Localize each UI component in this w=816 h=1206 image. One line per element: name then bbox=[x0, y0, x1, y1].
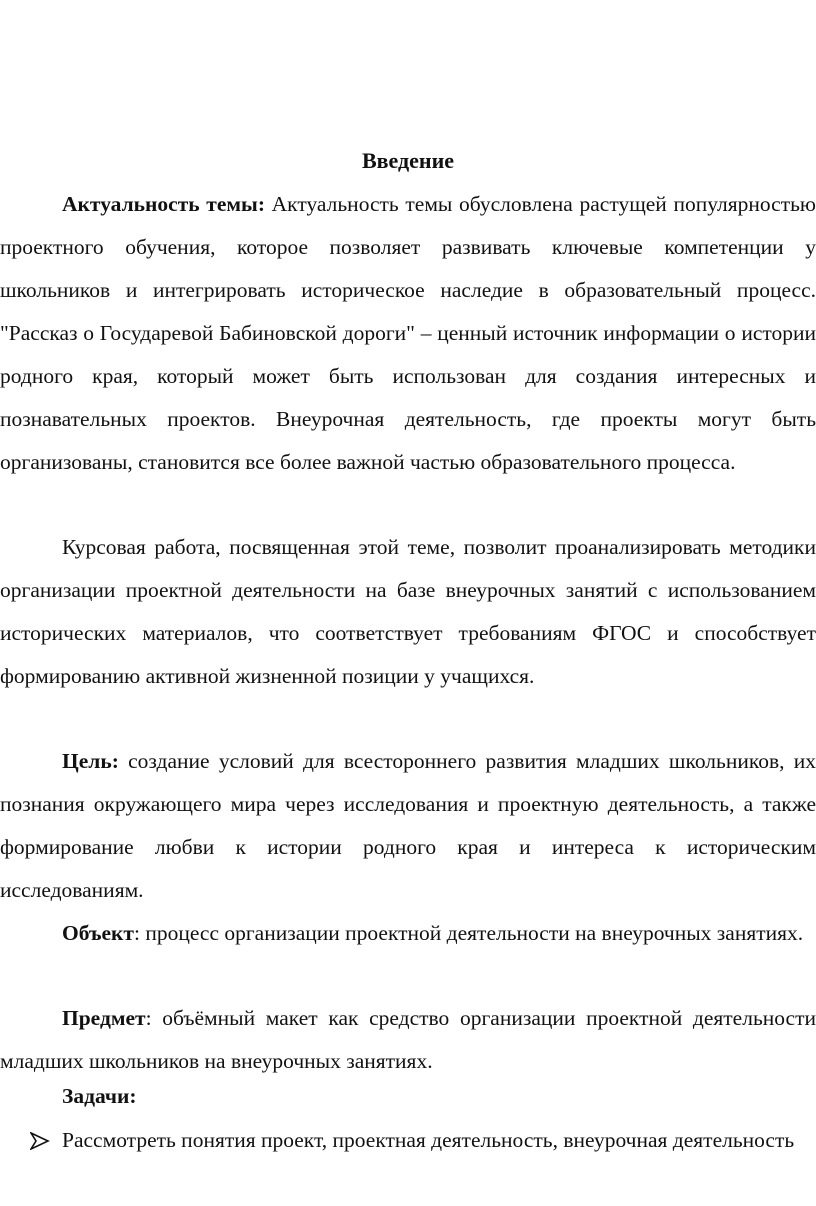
goal-label: Цель: bbox=[62, 749, 119, 773]
document-title: Введение bbox=[361, 148, 455, 173]
relevance-paragraph bbox=[0, 183, 816, 484]
subject-text: : объёмный макет как средство организации проектной деятельности младших школьников на внеурочных занятиях. bbox=[0, 1006, 816, 1073]
goal-paragraph bbox=[0, 740, 816, 912]
subject-label: Предмет bbox=[62, 1006, 146, 1030]
relevance-text: Актуальность темы обусловлена растущей популярностью проектного обучения, которое позволяет развивать ключевые компетенции у школьников и интегрировать историческое наследие в образовательный процесс. "Рассказ о Государевой Бабиновской дороги" – ценный источник информации о истории родного края, который может быть использован для создания интересных и познавательных проектов. Внеурочная деятельность, где проекты могут быть организованы, становится все более важной частью образовательного процесса. bbox=[0, 192, 816, 474]
object-label: Объект bbox=[62, 921, 134, 945]
coursework-paragraph bbox=[0, 526, 816, 698]
goal-text: создание условий для всестороннего развития младших школьников, их познания окружающего мира через исследования и проектную деятельность, а также формирование любви к истории родного края и интереса к историческим исследованиям. bbox=[0, 749, 816, 902]
relevance-label: Актуальность темы: bbox=[62, 192, 265, 216]
coursework-text: Курсовая работа, посвященная этой теме, позволит проанализировать методики организации проектной деятельности на базе внеурочных занятий с использованием исторических материалов, что соответствует требованиям ФГОС и способствует формированию активной жизненной позиции у учащихся. bbox=[0, 535, 816, 688]
object-text: : процесс организации проектной деятельности на внеурочных занятиях. bbox=[133, 921, 804, 945]
tasks-heading: Задачи: bbox=[62, 1084, 137, 1108]
arrow-bullet-icon bbox=[30, 1119, 52, 1162]
subject-paragraph bbox=[0, 997, 816, 1083]
object-paragraph bbox=[0, 912, 816, 955]
task-item-text: Рассмотреть понятия проект, проектная деятельность, внеурочная деятельность bbox=[62, 1128, 795, 1152]
